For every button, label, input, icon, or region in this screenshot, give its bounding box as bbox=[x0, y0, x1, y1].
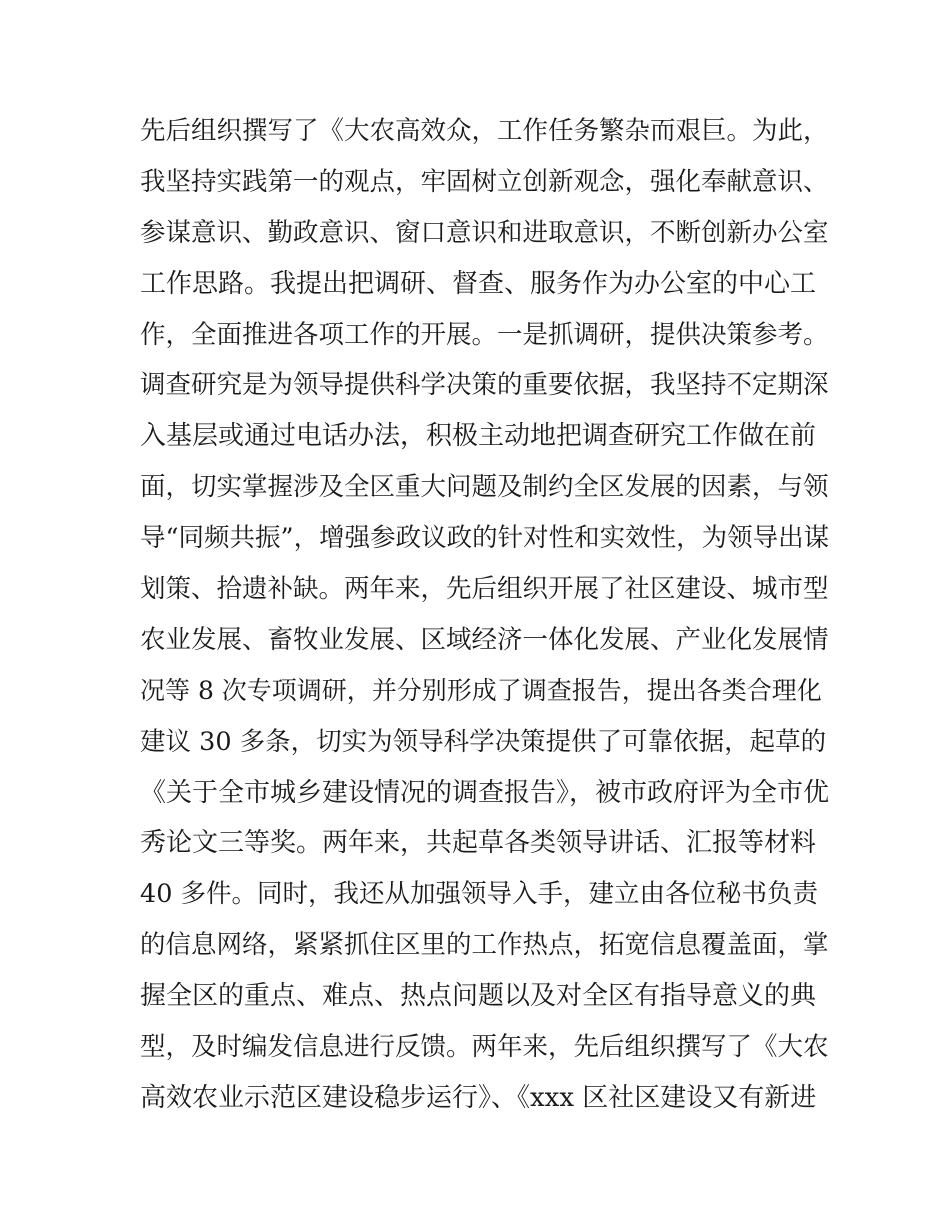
text-line: 导“同频共振”，增强参政议政的针对性和实效性，为领导出谋 bbox=[140, 523, 830, 554]
text-line: 秀论文三等奖。两年来，共起草各类领导讲话、汇报等材料 bbox=[140, 828, 817, 859]
text-line: 面，切实掌握涉及全区重大问题及制约全区发展的因素，与领 bbox=[140, 472, 829, 503]
text-line: 调查研究是为领导提供科学决策的重要依据，我坚持不定期深 bbox=[140, 370, 829, 401]
text-line: 先后组织撰写了《大农高效众，工作任务繁杂而艰巨。为此， bbox=[140, 116, 829, 146]
text-line: 40 多件。同时，我还从加强领导入手，建立由各位秘书负责 bbox=[140, 879, 819, 910]
text-line: 型，及时编发信息进行反馈。两年来，先后组织撰写了《大农 bbox=[140, 1032, 829, 1063]
text-line: 划策、拾遗补缺。两年来，先后组织开展了社区建设、城市型 bbox=[140, 574, 829, 605]
text-line: 《关于全市城乡建设情况的调查报告》，被市政府评为全市优 bbox=[140, 777, 830, 808]
text-line: 建议 30 多条，切实为领导科学决策提供了可靠依据，起草的 bbox=[140, 726, 827, 757]
text-line: 工作思路。我提出把调研、督查、服务作为办公室的中心工 bbox=[140, 268, 817, 299]
text-line: 况等 8 次专项调研，并分别形成了调查报告，提出各类合理化 bbox=[140, 675, 822, 705]
text-line: 的信息网络，紧紧抓住区里的工作热点，拓宽信息覆盖面，掌 bbox=[140, 930, 829, 961]
text-line: 农业发展、畜牧业发展、区域经济一体化发展、产业化发展情 bbox=[140, 624, 829, 655]
text-line: 入基层或通过电话办法，积极主动地把调查研究工作做在前 bbox=[140, 421, 817, 452]
body-text bbox=[140, 106, 830, 1124]
text-line: 握全区的重点、难点、热点问题以及对全区有指导意义的典 bbox=[140, 981, 817, 1012]
text-line: 高效农业示范区建设稳步运行》、《xxx 区社区建设又有新进 bbox=[140, 1082, 817, 1113]
text-line: 作，全面推进各项工作的开展。一是抓调研，提供决策参考。 bbox=[140, 319, 829, 350]
text-line: 我坚持实践第一的观点，牢固树立创新观念，强化奉献意识、 bbox=[140, 166, 829, 197]
text-line: 参谋意识、勤政意识、窗口意识和进取意识，不断创新办公室 bbox=[140, 217, 829, 248]
